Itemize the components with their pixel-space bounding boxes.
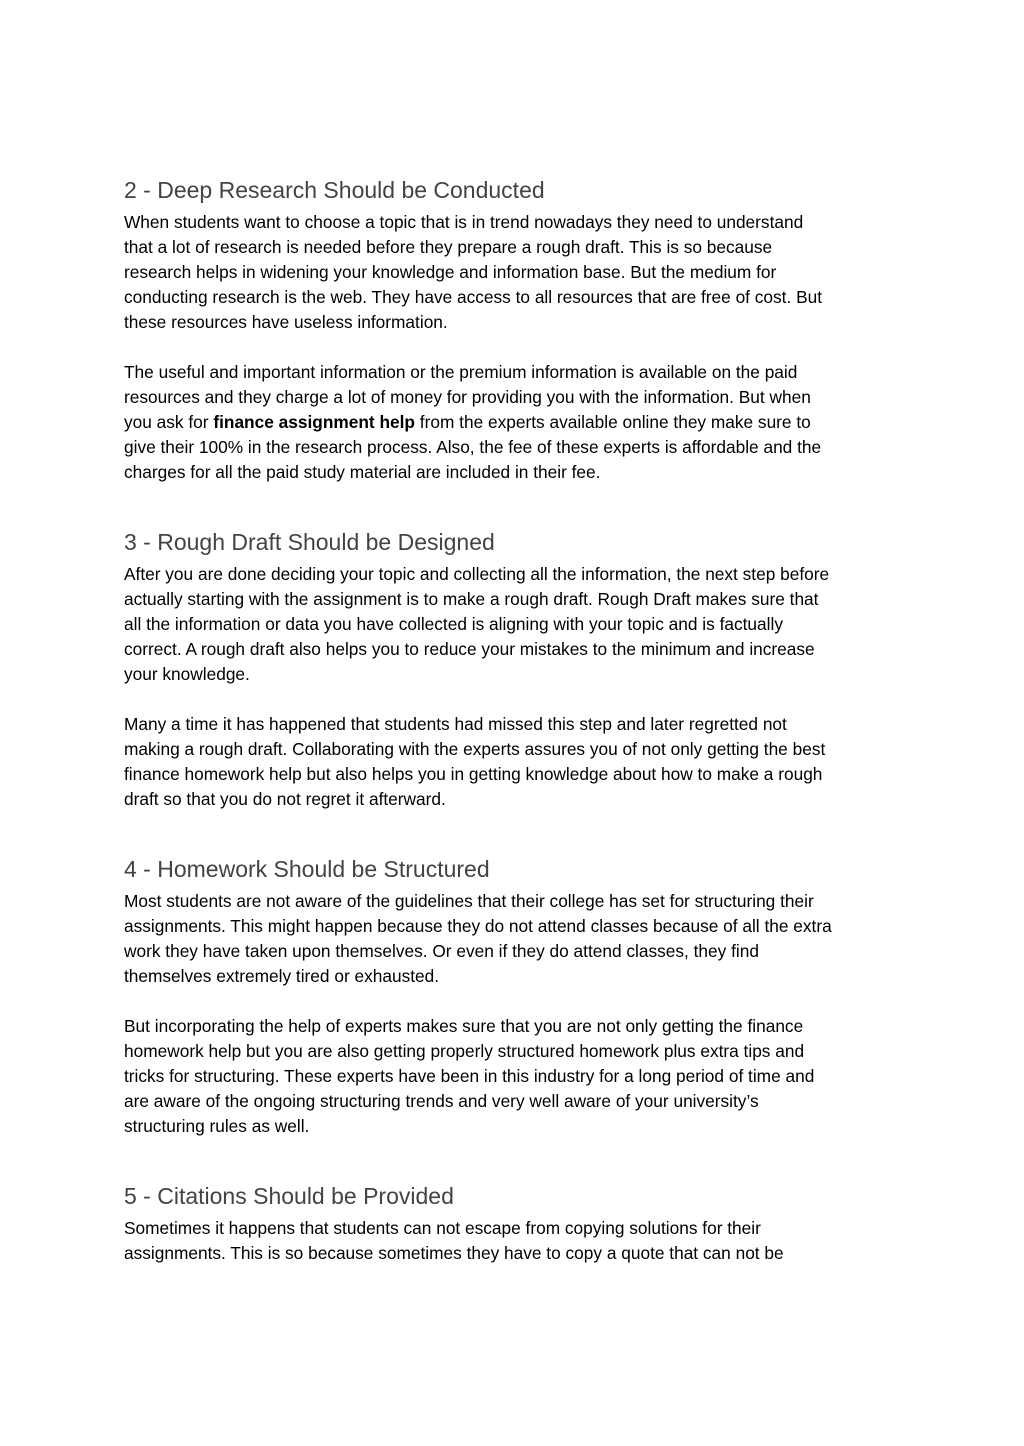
- paragraph: [124, 360, 904, 485]
- bold-phrase: finance assignment help: [213, 412, 415, 432]
- section-heading: 5 - Citations Should be Provided: [124, 1183, 454, 1209]
- section-homework-structured: [124, 853, 904, 1139]
- paragraph: When students want to choose a topic that is in trend nowadays they need to understand that a lot of research is needed before they prepare a rough draft. This is so because research helps in widening your knowledge and information base. But the medium for conducting research is the web. They have access to all resources that are free of cost. But these resources have useless information.: [124, 212, 823, 332]
- section-spacer: [124, 485, 904, 526]
- section-spacer: [124, 1139, 904, 1180]
- paragraph-text: The useful and important information or the premium information is available on the paid resources and they charge a lot of money for providing you with the information. But when you ask for: [124, 362, 811, 432]
- paragraph-text: from the experts available online they make sure to give their 100% in the research process. Also, the fee of these experts is affordable and the charges for all the paid study material are included in their fee.: [124, 412, 822, 482]
- section-heading: 2 - Deep Research Should be Conducted: [124, 177, 545, 203]
- section-spacer: [124, 812, 904, 853]
- paragraph: Sometimes it happens that students can not escape from copying solutions for their assignments. This is so because sometimes they have to copy a quote that can not be: [124, 1218, 784, 1263]
- section-heading: 4 - Homework Should be Structured: [124, 856, 490, 882]
- section-deep-research: [124, 174, 904, 485]
- paragraph: Many a time it has happened that students had missed this step and later regretted not making a rough draft. Collaborating with the experts assures you of not only getting the best finance homework help but also helps you in getting knowledge about how to make a rough draft so that you do not regret it afterward.: [124, 714, 826, 809]
- section-heading: 3 - Rough Draft Should be Designed: [124, 529, 495, 555]
- paragraph: Most students are not aware of the guidelines that their college has set for structuring their assignments. This might happen because they do not attend classes because of all the extra work they have taken upon themselves. Or even if they do attend classes, they find themselves extremely tired or exhausted.: [124, 891, 832, 986]
- section-citations: [124, 1180, 904, 1266]
- paragraph: After you are done deciding your topic and collecting all the information, the next step before actually starting with the assignment is to make a rough draft. Rough Draft makes sure that all the information or data you have collected is aligning with your topic and is factually correct. A rough draft also helps you to reduce your mistakes to the minimum and increase your knowledge.: [124, 564, 830, 684]
- section-rough-draft: [124, 526, 904, 812]
- paragraph: But incorporating the help of experts makes sure that you are not only getting the finance homework help but you are also getting properly structured homework plus extra tips and tricks for structuring. These experts have been in this industry for a long period of time and are aware of the ongoing structuring trends and very well aware of your university’s structuring rules as well.: [124, 1016, 815, 1136]
- document-body: [124, 174, 904, 1266]
